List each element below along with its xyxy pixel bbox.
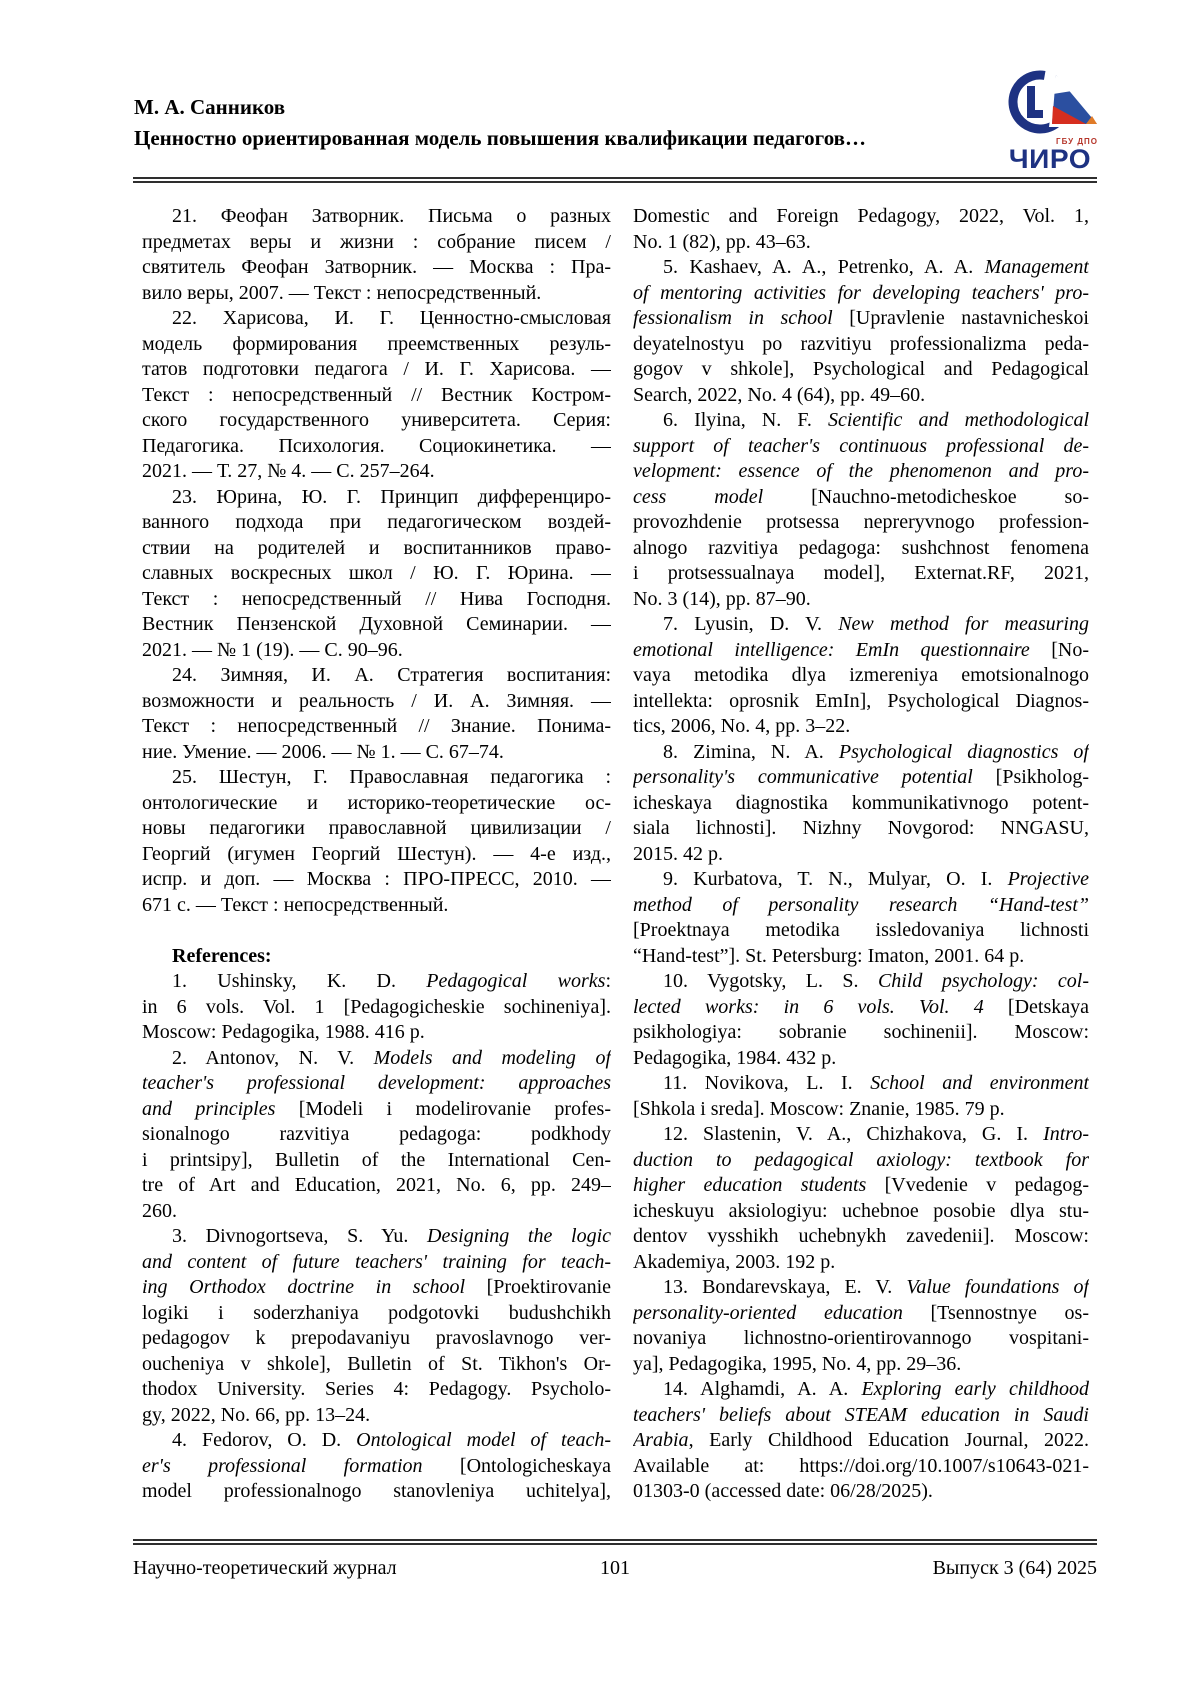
text-line: Akademiya, 2003. 192 p. [633, 1250, 836, 1273]
text-line: онтологические и историко-теоретические ос- [142, 791, 611, 814]
text-line: er's professional formation [Ontologicheskaya [142, 1454, 611, 1477]
text-line: возможности и реальность / И. А. Зимняя. — [142, 689, 611, 712]
reference-paragraph [142, 204, 611, 306]
references-section [142, 204, 1089, 1505]
text-line: in 6 vols. Vol. 1 [Pedagogicheskie sochineniya]. [142, 995, 611, 1018]
text-line: of mentoring activities for developing teachers' pro- [633, 281, 1089, 304]
text-line: 24. Зимняя, И. А. Стратегия воспитания: [172, 664, 611, 686]
text-line: ing Orthodox doctrine in school [Proektirovanie [142, 1276, 611, 1298]
text-line: No. 1 (82), pp. 43–63. [633, 230, 811, 253]
text-line: 3. Divnogortseva, S. Yu. Designing the logic [172, 1225, 611, 1247]
left-column [142, 204, 611, 1505]
text-line: gogov v shkole], Psychological and Pedagogical [633, 358, 1089, 380]
text-line: Педагогика. Психология. Социокинетика. — [142, 434, 611, 457]
journal-logo [1000, 70, 1100, 180]
article-title: Ценностно ориентированная модель повышения квалификации педагогов… [134, 126, 867, 150]
text-line: 22. Харисова, И. Г. Ценностно-смысловая [172, 307, 611, 329]
text-line: siala lichnosti]. Nizhny Novgorod: NNGASU, [633, 817, 1089, 839]
text-line: предметах веры и жизни : собрание писем / [142, 230, 611, 253]
reference-paragraph [142, 765, 611, 918]
text-line: 21. Феофан Затворник. Письма о разных [172, 205, 611, 227]
text-line: sionalnogo razvitiya pedagoga: podkhody [142, 1123, 611, 1145]
text-line: 260. [142, 1199, 177, 1222]
text-line: ya], Pedagogika, 1995, No. 4, pp. 29–36. [633, 1352, 962, 1375]
reference-paragraph [142, 663, 611, 765]
reference-paragraph [633, 740, 1089, 868]
text-line: duction to pedagogical axiology: textbook for [633, 1148, 1089, 1171]
text-line: tre of Art and Education, 2021, No. 6, pp. 249– [142, 1174, 611, 1196]
text-line: support of teacher's continuous professional de- [633, 434, 1089, 457]
reference-paragraph [633, 1122, 1089, 1275]
text-line: thodox University. Series 4: Pedagogy. Psycholo- [142, 1378, 611, 1400]
text-line: teacher's professional development: approaches [142, 1072, 611, 1094]
footer-journal-type: Научно-теоретический журнал [133, 1557, 397, 1579]
text-line: ние. Умение. — 2006. — № 1. — С. 67–74. [142, 740, 504, 763]
text-line: ского государственного университета. Серия: [142, 409, 611, 431]
text-line: tics, 2006, No. 4, pp. 3–22. [633, 715, 851, 737]
text-line: 4. Fedorov, O. D. Ontological model of teach- [172, 1429, 611, 1451]
text-line: 25. Шестун, Г. Православная педагогика : [172, 766, 611, 788]
text-line: 2015. 42 p. [633, 842, 723, 865]
text-line: personality-oriented education [Tsennostnye os- [633, 1301, 1089, 1324]
reference-paragraph [633, 1377, 1089, 1505]
reference-paragraph [633, 612, 1089, 740]
text-line: Moscow: Pedagogika, 1988. 416 p. [142, 1021, 425, 1043]
text-line: method of personality research “Hand-test” [633, 893, 1089, 916]
reference-paragraph [633, 867, 1089, 969]
text-line: [Shkola i sreda]. Moscow: Znanie, 1985. 79 p. [633, 1097, 1005, 1120]
text-line: святитель Феофан Затворник. — Москва : Пра- [142, 256, 611, 278]
text-line: 01303-0 (accessed date: 06/28/2025). [633, 1480, 933, 1502]
footer-page-number: 101 [600, 1557, 630, 1579]
reference-paragraph [142, 1428, 611, 1505]
text-line: i printsipy], Bulletin of the International Cen- [142, 1148, 611, 1171]
reference-paragraph [633, 1071, 1089, 1122]
reference-paragraph [142, 306, 611, 485]
text-line: pedagogov k prepodavaniyu pravoslavnogo ver- [142, 1327, 611, 1349]
text-line: ствии на родителей и воспитанников право- [142, 536, 611, 559]
text-line: 11. Novikova, L. I. School and environment [663, 1072, 1089, 1094]
text-line: вило веры, 2007. — Текст : непосредственный. [142, 281, 542, 304]
reference-paragraph [633, 204, 1089, 255]
text-line: модель формирования преемственных резуль- [142, 332, 611, 355]
text-line: novaniya lichnostno-orientirovannogo vospitani- [633, 1327, 1089, 1349]
text-line: Георгий (игумен Георгий Шестун). — 4-е изд., [142, 842, 611, 865]
footer-issue: Выпуск 3 (64) 2025 [932, 1557, 1097, 1579]
right-column [633, 204, 1089, 1505]
reference-paragraph [633, 1275, 1089, 1377]
text-line: 23. Юрина, Ю. Г. Принцип дифференциро- [172, 485, 611, 508]
text-line: 2021. — Т. 27, № 4. — С. 257–264. [142, 460, 435, 482]
text-line: 671 с. — Текст : непосредственный. [142, 893, 449, 916]
text-line: velopment: essence of the phenomenon and pro- [633, 460, 1089, 482]
text-line: Текст : непосредственный // Знание. Понима- [142, 715, 611, 737]
text-line: Arabia, Early Childhood Education Journal, 2022. [633, 1429, 1089, 1451]
text-line: новы педагогики православной цивилизации / [142, 817, 611, 839]
text-line: испр. и доп. — Москва : ПРО-ПРЕСС, 2010. — [142, 868, 611, 890]
text-line: 14. Alghamdi, A. A. Exploring early childhood [663, 1378, 1089, 1400]
text-line: i protsessualnaya model], Externat.RF, 2021, [633, 562, 1089, 584]
text-line: Available at: https://doi.org/10.1007/s10643-021- [633, 1454, 1089, 1477]
text-line: 1. Ushinsky, K. D. Pedagogical works: [172, 970, 611, 992]
text-line: 12. Slastenin, V. A., Chizhakova, G. I. Intro- [663, 1123, 1089, 1145]
text-line: Domestic and Foreign Pedagogy, 2022, Vol. 1, [633, 205, 1089, 227]
text-line: teachers' beliefs about STEAM education in Saudi [633, 1403, 1089, 1426]
text-line: personality's communicative potential [Psikholog- [633, 766, 1089, 788]
reference-paragraph [142, 969, 611, 1046]
text-line: 2. Antonov, N. V. Models and modeling of [172, 1046, 611, 1069]
text-line: and principles [Modeli i modelirovanie profes- [142, 1097, 611, 1120]
reference-paragraph [142, 1224, 611, 1428]
author-line: М. А. Санников [134, 95, 286, 119]
reference-paragraph [142, 1046, 611, 1225]
text-line: icheskuyu aksiologiyu: uchebnoe posobie dlya stu- [633, 1199, 1089, 1222]
text-line: 5. Kashaev, A. A., Petrenko, A. A. Management [663, 256, 1089, 278]
text-line: lected works: in 6 vols. Vol. 4 [Detskaya [633, 995, 1089, 1018]
text-line: and content of future teachers' training for teach- [142, 1250, 611, 1273]
logo-org-name: ЧИРО [1008, 144, 1092, 174]
reference-paragraph [633, 255, 1089, 408]
reference-paragraph [633, 969, 1089, 1071]
reference-paragraph [633, 408, 1089, 612]
text-line: 8. Zimina, N. A. Psychological diagnostics of [663, 740, 1089, 763]
text-line: higher education students [Vvedenie v pedagog- [633, 1174, 1089, 1196]
header-divider [133, 177, 1097, 183]
text-line: [Proektnaya metodika issledovaniya lichnosti [633, 919, 1089, 941]
text-line: 13. Bondarevskaya, E. V. Value foundations of [663, 1276, 1089, 1298]
text-line: cess model [Nauchno-metodicheskoe so- [633, 485, 1089, 508]
text-line: fessionalism in school [Upravlenie nastavnicheskoi [633, 307, 1089, 329]
text-line: 6. Ilyina, N. F. Scientific and methodological [663, 409, 1089, 431]
text-line: oucheniya v shkole], Bulletin of St. Tikhon's Or- [142, 1352, 611, 1375]
text-line: References: [172, 944, 272, 967]
references-heading [142, 944, 611, 970]
text-line: Текст : непосредственный // Вестник Костром- [142, 383, 611, 406]
text-line: model professionalnogo stanovleniya uchitelya], [142, 1480, 611, 1502]
text-line: vaya metodika dlya izmereniya emotsionalnogo [633, 664, 1089, 686]
text-line: 2021. — № 1 (19). — С. 90–96. [142, 638, 403, 661]
logo-org-type: ГБУ ДПО [1056, 137, 1098, 146]
logo-mark-icon [1000, 70, 1100, 136]
text-line: Текст : непосредственный // Нива Господня. [142, 587, 611, 610]
text-line: “Hand-test”]. St. Petersburg: Imaton, 2001. 64 p. [633, 944, 1025, 967]
paragraph-spacer [142, 918, 611, 944]
text-line: alnogo razvitiya pedagoga: sushchnost fenomena [633, 536, 1089, 559]
text-line: dentov vysshikh uchebnykh zavedenii]. Moscow: [633, 1225, 1089, 1247]
footer-divider [133, 1539, 1097, 1545]
text-line: Search, 2022, No. 4 (64), pp. 49–60. [633, 383, 926, 406]
text-line: logiki i soderzhaniya podgotovki budushchikh [142, 1301, 611, 1324]
text-line: deyatelnostyu po razvitiyu professionalizma peda- [633, 332, 1089, 355]
footer [133, 1556, 1097, 1580]
text-line: 9. Kurbatova, T. N., Mulyar, O. I. Projective [663, 868, 1089, 890]
text-line: Вестник Пензенской Духовной Семинарии. — [142, 613, 611, 635]
text-line: татов подготовки педагога / И. Г. Харисова. — [142, 358, 611, 380]
reference-paragraph [142, 485, 611, 664]
text-line: gy, 2022, No. 66, pp. 13–24. [142, 1403, 371, 1426]
text-line: emotional intelligence: EmIn questionnaire [No- [633, 638, 1089, 661]
text-line: icheskaya diagnostika kommunikativnogo potent- [633, 791, 1089, 814]
text-line: No. 3 (14), pp. 87–90. [633, 587, 811, 610]
text-line: intellekta: oprosnik EmIn], Psychological Diagnos- [633, 689, 1089, 712]
text-line: psikhologiya: sobranie sochinenii]. Moscow: [633, 1021, 1089, 1043]
text-line: Pedagogika, 1984. 432 p. [633, 1046, 837, 1069]
text-line: provozhdenie protsessa nepreryvnogo profession- [633, 511, 1089, 533]
text-line: славных воскресных школ / Ю. Г. Юрина. — [142, 562, 611, 584]
text-line: ванного подхода при педагогическом воздей- [142, 511, 611, 533]
text-line: 10. Vygotsky, L. S. Child psychology: col- [663, 970, 1089, 992]
text-line: 7. Lyusin, D. V. New method for measuring [663, 613, 1089, 635]
